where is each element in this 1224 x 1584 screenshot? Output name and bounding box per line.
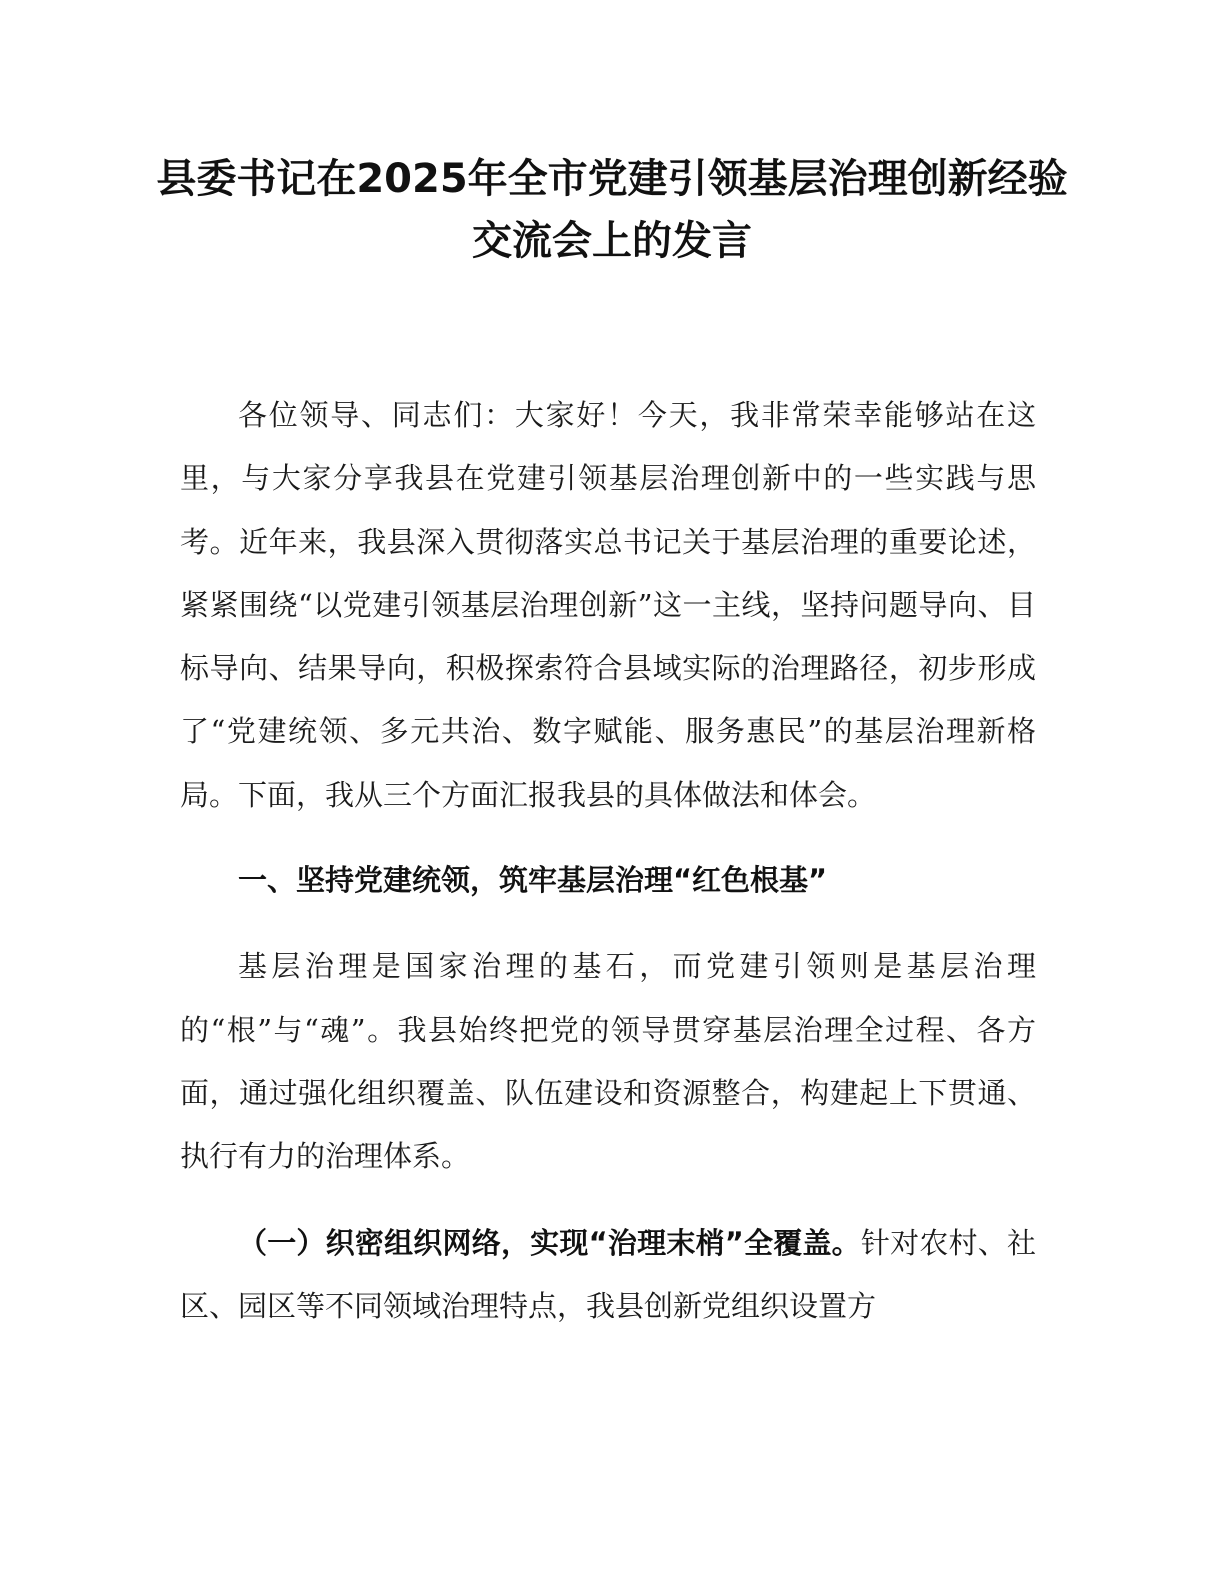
document-body [180,384,1036,1338]
section-1-paragraph: 基层治理是国家治理的基石，而党建引领则是基层治理的“根”与“魂”。我县始终把党的领导贯穿基层治理全过程、各方面，通过强化组织覆盖、队伍建设和资源整合，构建起上下贯通、执行有力的治理体系。 [180,949,1036,1174]
subsection-1-paragraph [180,1212,1036,1339]
subsection-1-text: 针对农村、社区、园区等不同领域治理特点，我县创新党组织设置方 [180,1225,1036,1323]
subsection-1-lead: （一）织密组织网络，实现“治理末梢”全覆盖。 [238,1225,861,1260]
intro-paragraph: 各位领导、同志们：大家好！今天，我非常荣幸能够站在这里，与大家分享我县在党建引领基层治理创新中的一些实践与思考。近年来，我县深入贯彻落实总书记关于基层治理的重要论述，紧紧围绕“以党建引领基层治理创新”这一主线，坚持问题导向、目标导向、结果导向，积极探索符合县域实际的治理路径，初步形成了“党建统领、多元共治、数字赋能、服务惠民”的基层治理新格局。下面，我从三个方面汇报我县的具体做法和体会。 [180,398,1036,812]
section-1-heading: 一、坚持党建统领，筑牢基层治理“红色根基” [238,863,828,898]
document-title: 县委书记在2025年全市党建引领基层治理创新经验交流会上的发言 [156,156,1068,264]
